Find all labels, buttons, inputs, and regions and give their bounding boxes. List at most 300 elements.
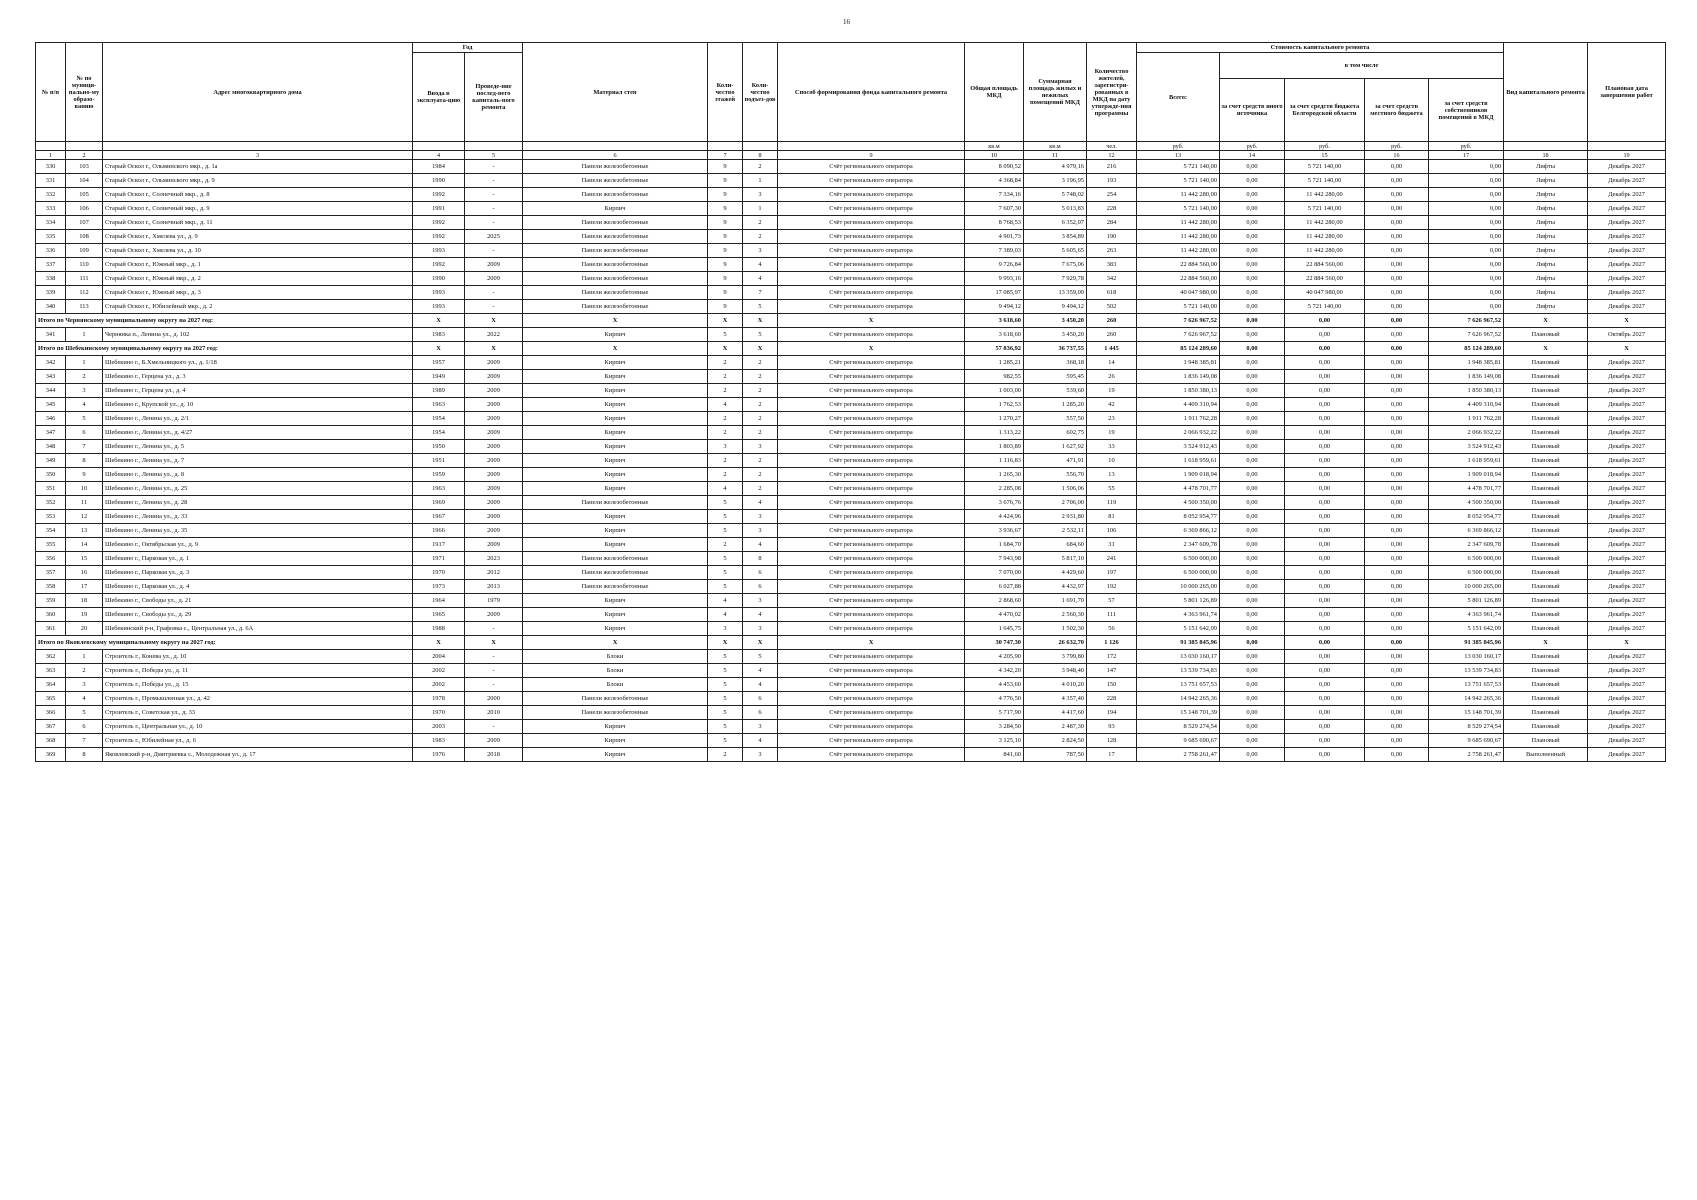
table-cell: 2012 [465,566,523,580]
table-cell: 10 [66,482,103,496]
table-row [36,580,1666,594]
table-cell: 343 [36,370,66,384]
table-cell: Строитель г., Советская ул., д. 33 [103,706,413,720]
table-cell: 0,00 [1365,202,1429,216]
table-cell: 1979 [465,594,523,608]
table-cell: 19 [66,608,103,622]
table-cell: 3 524 912,43 [1429,440,1504,454]
table-cell: 0,00 [1220,608,1285,622]
table-cell: Декабрь 2027 [1588,384,1666,398]
table-cell: 4 [743,272,778,286]
table-cell: 0,00 [1220,734,1285,748]
table-cell: 11 442 280,00 [1285,230,1365,244]
table-cell: 1992 [413,188,465,202]
table-cell: 0,00 [1285,412,1365,426]
table-cell: 0,00 [1365,622,1429,636]
table-cell: 11 442 280,00 [1285,244,1365,258]
table-cell: 6 [743,566,778,580]
table-cell: 5 [66,412,103,426]
column-number-cell: 9 [778,151,965,160]
subtotal-cell: X [523,636,708,650]
table-cell: 352 [36,496,66,510]
table-cell: 5 [708,524,743,538]
table-cell: Плановый [1504,384,1588,398]
subtotal-row [36,636,1666,650]
table-cell: 9 [708,216,743,230]
table-cell: Лифты [1504,160,1588,174]
table-cell: 5 721 140,00 [1285,160,1365,174]
table-cell: Кирпич [523,384,708,398]
table-cell: 1954 [413,426,465,440]
table-cell: Шебекино г., Ленина ул., д. 28 [103,496,413,510]
table-cell: 0,00 [1220,160,1285,174]
table-cell: Кирпич [523,482,708,496]
column-number-cell: 1 [36,151,66,160]
column-number-cell: 6 [523,151,708,160]
table-cell: 11 442 280,00 [1137,188,1220,202]
table-cell: Кирпич [523,412,708,426]
table-cell: Плановый [1504,622,1588,636]
table-cell: Кирпич [523,202,708,216]
table-row [36,608,1666,622]
table-cell: 216 [1087,160,1137,174]
table-cell: Декабрь 2027 [1588,286,1666,300]
table-cell: 366 [36,706,66,720]
unit-cell [708,142,743,151]
table-cell: 367 [36,720,66,734]
table-row [36,454,1666,468]
subtotal-cell: X [1504,314,1588,328]
table-cell: 4 901,73 [965,230,1024,244]
table-cell: 0,00 [1365,370,1429,384]
table-cell: 2009 [465,440,523,454]
table-cell: 1 [743,174,778,188]
subtotal-cell: X [1588,314,1666,328]
table-cell: 0,00 [1365,468,1429,482]
table-cell: 4 [66,398,103,412]
table-cell: Счёт регионального оператора [778,538,965,552]
unit-cell [523,142,708,151]
table-cell: 0,00 [1220,272,1285,286]
table-cell: Счёт регионального оператора [778,692,965,706]
table-cell: 3 [743,244,778,258]
subtotal-cell: X [743,342,778,356]
table-cell: Лифты [1504,300,1588,314]
table-cell: 0,00 [1429,272,1504,286]
table-cell: Кирпич [523,594,708,608]
table-cell: 22 884 560,00 [1285,258,1365,272]
table-row [36,286,1666,300]
table-cell: 1 909 018,94 [1429,468,1504,482]
table-cell: 4 432,97 [1024,580,1087,594]
table-cell: Блоки [523,650,708,664]
subtotal-cell: X [743,314,778,328]
table-cell: 108 [66,230,103,244]
table-cell: 5 [708,328,743,342]
table-cell: 1963 [413,398,465,412]
table-cell: 1 265,30 [965,468,1024,482]
table-cell: 335 [36,230,66,244]
table-cell: Лифты [1504,286,1588,300]
table-cell: 284 [1087,216,1137,230]
subtotal-cell: 260 [1087,314,1137,328]
subtotal-cell: 7 626 967,52 [1137,314,1220,328]
table-cell: 2 [743,230,778,244]
table-cell: 19 [1087,426,1137,440]
table-cell: 260 [1087,328,1137,342]
table-cell: 2009 [465,482,523,496]
table-cell: 0,00 [1365,496,1429,510]
table-cell: 6 369 866,12 [1429,524,1504,538]
table-cell: Декабрь 2027 [1588,594,1666,608]
table-cell: 2 [708,748,743,762]
header-cost-local: за счет средств местного бюджета [1365,79,1429,142]
subtotal-cell: 1 126 [1087,636,1137,650]
table-cell: 4 010,20 [1024,678,1087,692]
table-cell: 4 500 350,00 [1137,496,1220,510]
table-cell: 3 [743,524,778,538]
table-cell: 0,00 [1429,216,1504,230]
table-cell: 2 [66,664,103,678]
column-number-cell: 8 [743,151,778,160]
table-cell: Строитель г., Юбилейная ул., д. 6 [103,734,413,748]
table-cell: 0,00 [1220,496,1285,510]
table-cell: Лифты [1504,188,1588,202]
subtotal-cell: X [413,342,465,356]
table-cell: 332 [36,188,66,202]
table-cell: Кирпич [523,398,708,412]
table-cell: Плановый [1504,552,1588,566]
table-cell: 22 884 560,00 [1137,258,1220,272]
table-cell: Счёт регионального оператора [778,426,965,440]
table-cell: 1983 [413,734,465,748]
table-cell: 5 151 642,09 [1137,622,1220,636]
table-cell: Счёт регионального оператора [778,664,965,678]
table-cell: 11 442 280,00 [1137,244,1220,258]
table-cell: 2009 [465,398,523,412]
table-cell: Счёт регионального оператора [778,398,965,412]
table-cell: 1 762,53 [965,398,1024,412]
table-row [36,552,1666,566]
table-cell: 1959 [413,468,465,482]
table-cell: - [465,678,523,692]
table-cell: 2 [708,454,743,468]
table-cell: Октябрь 2027 [1588,328,1666,342]
table-cell: 4 478 701,77 [1137,482,1220,496]
table-cell: Декабрь 2027 [1588,454,1666,468]
table-cell: 0,00 [1220,216,1285,230]
table-cell: 2 931,80 [1024,510,1087,524]
table-cell: 13 751 657,53 [1137,678,1220,692]
table-cell: Панели железобетонные [523,258,708,272]
table-cell: Плановый [1504,398,1588,412]
table-cell: 2009 [465,356,523,370]
table-cell: 0,00 [1285,608,1365,622]
table-cell: 3 [708,622,743,636]
table-cell: 2009 [465,608,523,622]
unit-cell: руб. [1285,142,1365,151]
table-cell: Панели железобетонные [523,160,708,174]
subtotal-row [36,314,1666,328]
table-cell: 5 605,65 [1024,244,1087,258]
table-cell: Плановый [1504,678,1588,692]
table-cell: Декабрь 2027 [1588,300,1666,314]
table-cell: 0,00 [1285,482,1365,496]
table-cell: 0,00 [1365,174,1429,188]
table-cell: 1 502,30 [1024,622,1087,636]
table-cell: 0,00 [1220,706,1285,720]
table-cell: 1 [743,202,778,216]
table-cell: Плановый [1504,328,1588,342]
table-cell: Кирпич [523,608,708,622]
table-cell: 8 768,53 [965,216,1024,230]
table-cell: Шебекино г., Ленина ул., д. 33 [103,510,413,524]
subtotal-cell: X [465,636,523,650]
table-cell: 3 125,10 [965,734,1024,748]
table-cell: 471,91 [1024,454,1087,468]
table-cell: 11 [66,496,103,510]
column-number-cell: 18 [1504,151,1588,160]
table-cell: 5 817,10 [1024,552,1087,566]
table-row [36,496,1666,510]
table-cell: 2 [743,160,778,174]
table-cell: 103 [66,160,103,174]
table-cell: 2 285,08 [965,482,1024,496]
header-planned-date: Плановая дата завершения работ [1588,43,1666,142]
table-cell: 31 [1087,538,1137,552]
table-cell: 9 494,12 [1024,300,1087,314]
table-cell: 353 [36,510,66,524]
table-cell: Кирпич [523,356,708,370]
table-cell: 2009 [465,538,523,552]
table-cell: 1 909 018,94 [1137,468,1220,482]
table-cell: 14 [1087,356,1137,370]
table-cell: 15 148 701,39 [1429,706,1504,720]
table-cell: Кирпич [523,748,708,762]
table-cell: Счёт регионального оператора [778,468,965,482]
table-cell: 5 [743,650,778,664]
table-cell: 0,00 [1365,734,1429,748]
subtotal-cell: 0,00 [1220,342,1285,356]
table-cell: - [465,160,523,174]
table-cell: 0,00 [1365,678,1429,692]
table-cell: Декабрь 2027 [1588,412,1666,426]
table-cell: 1993 [413,286,465,300]
table-row [36,664,1666,678]
subtotal-cell: 36 737,55 [1024,342,1087,356]
table-cell: Счёт регионального оператора [778,258,965,272]
table-cell: - [465,188,523,202]
table-row [36,748,1666,762]
table-cell: 0,00 [1220,720,1285,734]
table-cell: - [465,216,523,230]
table-cell: 0,00 [1365,356,1429,370]
subtotal-cell: 3 618,60 [965,314,1024,328]
table-cell: 331 [36,174,66,188]
column-number-cell: 13 [1137,151,1220,160]
table-cell: 383 [1087,258,1137,272]
table-cell: 0,00 [1285,356,1365,370]
table-row [36,720,1666,734]
table-cell: Лифты [1504,272,1588,286]
table-cell: 9 [708,174,743,188]
table-cell: Выполненный [1504,748,1588,762]
table-cell: 364 [36,678,66,692]
table-cell: 13 539 734,83 [1429,664,1504,678]
subtotal-cell: X [708,342,743,356]
table-cell: 4 453,60 [965,678,1024,692]
table-row [36,510,1666,524]
header-cost-total: Всего: [1137,53,1220,142]
table-cell: 2 [743,482,778,496]
table-cell: Счёт регионального оператора [778,412,965,426]
table-cell: 0,00 [1220,300,1285,314]
table-cell: Шебекино г., Ленина ул., д. 7 [103,454,413,468]
table-cell: 13 [1087,468,1137,482]
table-cell: 5 721 140,00 [1137,300,1220,314]
column-number-cell: 5 [465,151,523,160]
table-cell: 18 [66,594,103,608]
table-cell: 363 [36,664,66,678]
table-cell: 3 [743,622,778,636]
table-cell: 1 836 149,08 [1137,370,1220,384]
table-cell: 339 [36,286,66,300]
table-cell: 1 285,21 [965,356,1024,370]
table-cell: 4 [708,594,743,608]
table-cell: 1991 [413,202,465,216]
unit-cell [778,142,965,151]
table-cell: Счёт регионального оператора [778,706,965,720]
unit-cell [413,142,465,151]
table-cell: 0,00 [1220,678,1285,692]
table-cell: 17 [66,580,103,594]
table-cell: 12 [66,510,103,524]
table-cell: Плановый [1504,426,1588,440]
table-cell: 106 [1087,524,1137,538]
table-cell: 2 [708,538,743,552]
subtotal-cell: X [413,636,465,650]
table-cell: 1917 [413,538,465,552]
table-cell: 3 676,76 [965,496,1024,510]
table-cell: Декабрь 2027 [1588,160,1666,174]
table-cell: 2 066 932,22 [1137,426,1220,440]
table-cell: 55 [1087,482,1137,496]
table-cell: Старый Оскол г., Южный мкр., д. 2 [103,272,413,286]
table-cell: Счёт регионального оператора [778,370,965,384]
table-cell: Плановый [1504,496,1588,510]
subtotal-cell: X [413,314,465,328]
table-cell: 193 [1087,174,1137,188]
table-cell: Счёт регионального оператора [778,496,965,510]
table-cell: Декабрь 2027 [1588,202,1666,216]
table-cell: Шебекино г., Герцена ул., д. 3 [103,370,413,384]
table-cell: 6 [743,706,778,720]
table-row [36,538,1666,552]
table-cell: Плановый [1504,440,1588,454]
table-cell: 349 [36,454,66,468]
table-cell: 8 [66,748,103,762]
table-cell: 1 850 380,13 [1137,384,1220,398]
table-cell: Шебекино г., Ленина ул., д. 4/27 [103,426,413,440]
table-cell: 4 409 310,94 [1137,398,1220,412]
table-cell: Декабрь 2027 [1588,678,1666,692]
subtotal-cell: 0,00 [1285,342,1365,356]
table-cell: 1 911 762,28 [1137,412,1220,426]
table-cell: 110 [66,258,103,272]
table-cell: 107 [66,216,103,230]
subtotal-cell: 0,00 [1365,314,1429,328]
table-cell: 0,00 [1285,524,1365,538]
header-floors: Коли-чество этажей [708,43,743,142]
table-cell: 81 [1087,510,1137,524]
table-cell: 0,00 [1220,426,1285,440]
column-number-cell: 14 [1220,151,1285,160]
table-cell: 0,00 [1285,678,1365,692]
table-cell: Плановый [1504,706,1588,720]
table-cell: 9 993,16 [965,272,1024,286]
table-cell: 1993 [413,244,465,258]
table-cell: 0,00 [1220,748,1285,762]
table-cell: Лифты [1504,174,1588,188]
table-cell: 0,00 [1429,244,1504,258]
table-row [36,384,1666,398]
units-row [36,142,1666,151]
subtotal-cell: 0,00 [1220,314,1285,328]
table-cell: 684,60 [1024,538,1087,552]
table-cell: 1983 [413,328,465,342]
table-cell: 0,00 [1220,482,1285,496]
table-cell: 2 [743,398,778,412]
table-cell: 2 347 609,78 [1429,538,1504,552]
table-row [36,370,1666,384]
column-number-cell: 4 [413,151,465,160]
table-cell: 0,00 [1220,202,1285,216]
table-cell: 0,00 [1365,552,1429,566]
table-cell: 2 [743,468,778,482]
table-cell: Счёт регионального оператора [778,678,965,692]
table-cell: Счёт регионального оператора [778,230,965,244]
table-cell: 0,00 [1285,692,1365,706]
subtotal-cell: 0,00 [1365,342,1429,356]
subtotal-cell: 57 836,92 [965,342,1024,356]
table-cell: Строитель г., Победы ул., д. 11 [103,664,413,678]
table-cell: 350 [36,468,66,482]
table-cell: 23 [1087,412,1137,426]
table-cell: 2 [708,412,743,426]
table-cell: Плановый [1504,608,1588,622]
table-cell: 0,00 [1365,412,1429,426]
subtotal-cell: X [743,636,778,650]
table-cell: Счёт регионального оператора [778,384,965,398]
table-cell: 1966 [413,524,465,538]
table-cell: 5 801 126,89 [1429,594,1504,608]
table-row [36,412,1666,426]
table-cell: - [465,720,523,734]
table-cell: Панели железобетонные [523,566,708,580]
table-row [36,706,1666,720]
table-cell: Счёт регионального оператора [778,622,965,636]
table-cell: Декабрь 2027 [1588,622,1666,636]
table-cell: 2009 [465,468,523,482]
table-cell: Плановый [1504,650,1588,664]
table-cell: 4 979,16 [1024,160,1087,174]
table-cell: 6 500 000,00 [1429,566,1504,580]
table-cell: 10 000 265,00 [1137,580,1220,594]
table-cell: 4 500 350,00 [1429,496,1504,510]
table-cell: 1988 [413,622,465,636]
table-cell: 365 [36,692,66,706]
table-cell: 345 [36,398,66,412]
